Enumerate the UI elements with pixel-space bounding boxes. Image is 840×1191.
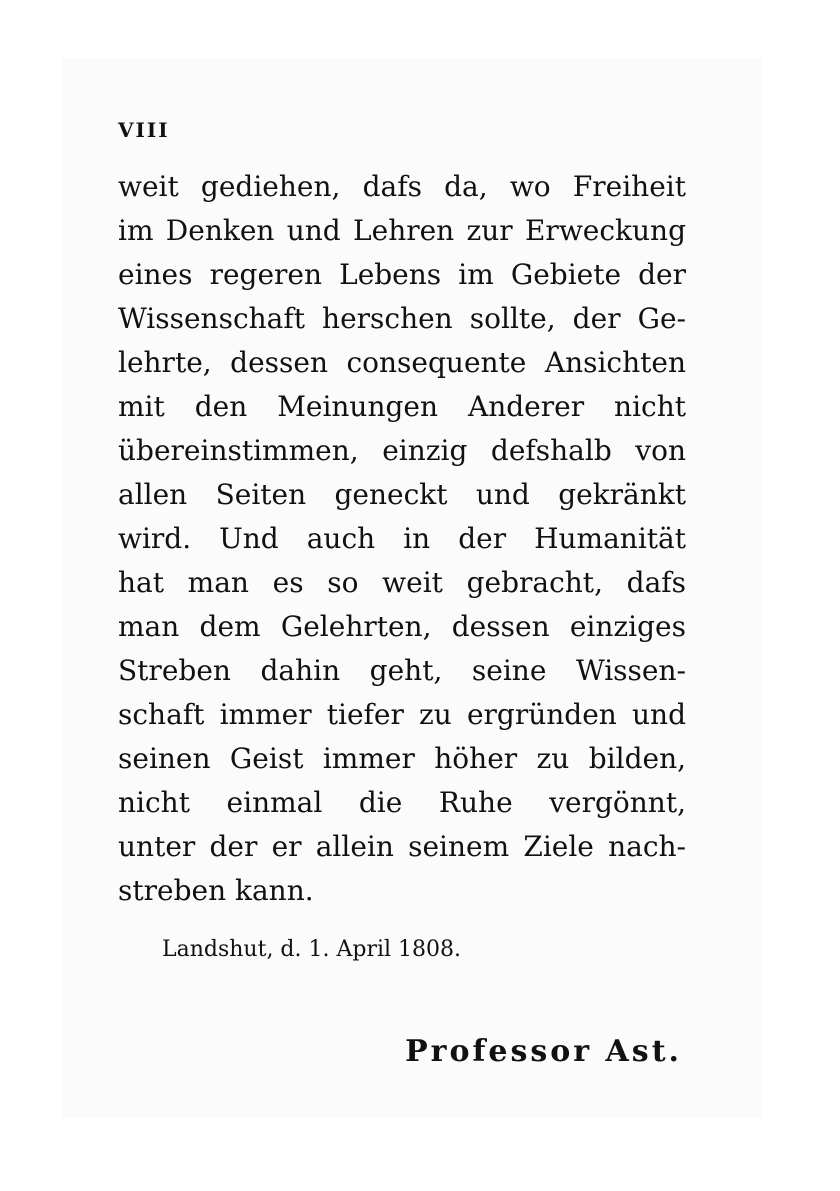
body-text [118,165,686,913]
text-line: Streben dahin geht, seine Wissen- [118,654,686,687]
text-line: im Denken und Lehren zur Erweckung [118,214,686,247]
text-line: streben kann. [118,874,314,907]
text-line: weit gediehen, dafs da, wo Freiheit [118,170,686,203]
author-signature: Professor Ast. [405,1034,682,1069]
text-line: wird. Und auch in der Humanität [118,522,686,555]
text-line: hat man es so weit gebracht, dafs [118,566,686,599]
text-line: man dem Gelehrten, dessen einziges [118,610,686,643]
text-line: mit den Meinungen Anderer nicht [118,390,686,423]
text-line: Wissenschaft herschen sollte, der Ge- [118,302,686,335]
text-line: seinen Geist immer höher zu bilden, [118,742,686,775]
text-line: allen Seiten geneckt und gekränkt [118,478,686,511]
text-line: nicht einmal die Ruhe vergönnt, [118,786,686,819]
text-line: lehrte, dessen consequente Ansichten [118,346,686,379]
text-line: eines regeren Lebens im Gebiete der [118,258,686,291]
page-number: VIII [118,118,170,142]
text-line: schaft immer tiefer zu ergründen und [118,698,686,731]
text-line: unter der er allein seinem Ziele nach- [118,830,686,863]
place-date-line: Landshut, d. 1. April 1808. [162,937,462,962]
text-line: übereinstimmen, einzig defshalb von [118,434,686,467]
